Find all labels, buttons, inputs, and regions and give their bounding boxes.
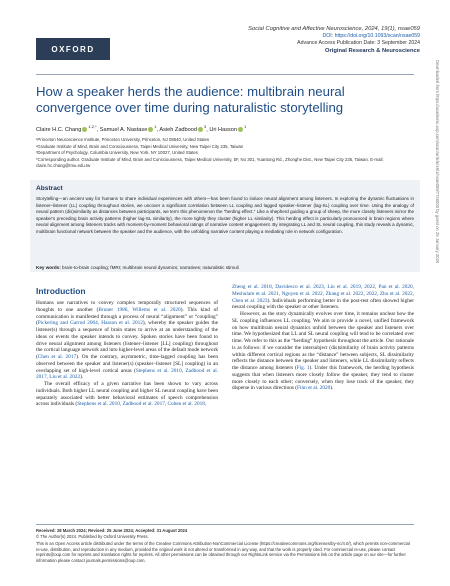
author-affiliation-mark: 3: [204, 124, 207, 129]
keywords: [36, 265, 414, 270]
body-paragraph: [36, 300, 218, 381]
keywords-label: Key words:: [36, 265, 61, 270]
body-text: ).: [330, 385, 334, 392]
body-text: ). On the contrary, asymmetric, time-lagged coupling has been observed between the speaker and listener(s) (speaker–listener [SL] coupling) in an overlapping set of high-level cortical areas (: [36, 354, 218, 374]
body-paragraph: [36, 381, 218, 408]
author-affiliation-mark: 1: [244, 124, 247, 129]
author-affiliation-mark: 1: [154, 124, 157, 129]
author-separator: ,: [96, 126, 100, 133]
body-text: ). Individuals performing better in the post-test often showed higher neural coupling with the speaker or other listeners.: [232, 297, 414, 311]
citation-link[interactable]: Bruner 1986, Willems et al. 2020: [98, 306, 181, 313]
body-text: ).: [80, 374, 84, 381]
body-text: ), whereby the speaker guides the listener(s) through a sequence of brain states to arrive at an understanding of the ideas or events the speaker intends to convey. Spoken stories have been found to drive neural alignment among listeners (listener–listener [LL] coupling) throughout the cortical language network and into higher-level areas of the default mode network (: [36, 320, 218, 360]
citation-link[interactable]: Finn et al. 2020: [297, 385, 331, 392]
article-footer: [36, 528, 414, 564]
author-separator: ,: [156, 126, 160, 133]
body-text: ). Under this framework, the herding hypothesis suggests that when listeners more closely follow the speaker, they tend to cluster more closely to each other; conversely, when they lose track of the speaker, they disperse in various directions (: [232, 365, 414, 392]
header-divider: [36, 74, 414, 75]
author-list: [36, 124, 416, 133]
body-text: ). This kind of communication is manifested through a process of neural “alignment” or “coupling” (: [36, 306, 219, 327]
author-affiliation-mark: 1,2,*: [88, 124, 97, 129]
affiliation-line: ²Graduate Institute of Mind, Brain and Consciousness, Taipei Medical University, New Taipei City 235, Taiwan: [36, 143, 244, 149]
author-name[interactable]: Samuel A. Nastase: [99, 126, 148, 133]
advance-access-date: Advance Access Publication Date: 3 September 2024: [297, 40, 420, 47]
author-name[interactable]: Claire H.C. Chang: [36, 126, 82, 133]
introduction-heading: Introduction: [36, 286, 86, 296]
journal-citation: Social Cognitive and Affective Neuroscience, 2024, 19(1), nsae059: [248, 26, 420, 32]
orcid-icon[interactable]: [148, 127, 153, 132]
article-section: Original Research & Neuroscience: [324, 47, 420, 54]
citation-link[interactable]: Pickering and Garrod 2004, Hasson et al. 2012: [37, 320, 143, 327]
body-text: The overall efficacy of a given narrative has been shown to vary across individuals. Both higher LL neural coupling and higher SL neural coupling have been separately associated with better behavioral estimates of speech comprehension across individuals (: [36, 381, 218, 408]
affiliation-line: *Corresponding author. Graduate Institute of Mind, Brain and Consciousness, Taipei Medical University, 5F, No 301, Yuantong Rd., Zhonghe Dist., New Taipei City 235, Taiwan. E-mail: claire.hc.chang@tmu.edu.tw: [36, 156, 384, 169]
footer-dates: Received: 28 March 2024; Revised: 25 June 2024; Accepted: 31 August 2024: [36, 528, 188, 533]
keywords-text: brain-to-brain coupling; fMRI; multibrain neural dynamics; narratives; naturalistic stimuli: [62, 265, 239, 270]
doi-link[interactable]: DOI: https://doi.org/10.1093/scan/nsae059: [322, 33, 420, 40]
affiliation-line: ³Department of Psychology, Columbia University, New York, NY 10027, United States: [36, 150, 198, 156]
orcid-icon[interactable]: [82, 127, 87, 132]
article-title: How a speaker herds the audience: multibrain neural convergence over time during naturalistic storytelling: [36, 84, 345, 115]
body-paragraph: [232, 311, 414, 392]
orcid-icon[interactable]: [238, 127, 243, 132]
author-separator: ,: [206, 126, 210, 133]
footer-license: This is an Open Access article distributed under the terms of the Creative Commons Attribution-NonCommercial License (https://creativecommons.org/licenses/by-nc/4.0/), which permits non-commercial re-use, distribution, and reproduction in any medium, provided the original work is not altered or transformed in any way, and that the work is properly cited. For commercial re-use, please contact reprints@oup.com for reprints and translation rights for reprints. All other permissions can be obtained through our RightsLink service via the Permissions link on the article page on our site—for further information please contact journals.permissions@oup.com.: [36, 541, 410, 563]
abstract-text: Storytelling—an ancient way for humans to share individual experiences with others—has been found to induce neural alignment among listeners. In exploring the dynamic fluctuations in listener–listener (LL) coupling throughout stories, we uncover a significant correlation between LL coupling and lagged speaker–listener (lag-SL) coupling over time. Using the analogy of neural pattern (dis)similarity as distances between participants, we term this phenomenon the “herding effect.” Like a shepherd guiding a group of sheep, the more closely listeners mirror the speaker's preceding brain activity patterns (higher lag-SL similarity), the more tightly they cluster (higher LL similarity). This herding effect is particularly pronounced in brain regions where neural alignment among listeners tracks with moment-by-moment behavioral ratings of narrative content engagement. By integrating LL and SL neural coupling, this study reveals a dynamic, multibrain functional network between the speaker and the audience, with the unfolding narrative content playing a mediating role in network configuration.: [36, 196, 414, 234]
author-name[interactable]: Asieh Zadbood: [159, 126, 197, 133]
footer-divider: [36, 524, 414, 525]
affiliation-line: ¹Princeton Neuroscience Institute, Princeton University, Princeton, NJ 08540, United States: [36, 137, 210, 142]
citation-link[interactable]: Stephens et al. 2010, Zadbood et al. 2017, Cohen et al. 2018,: [77, 401, 207, 408]
journal-header: [160, 26, 420, 55]
footer-copyright: © The Author(s) 2024. Published by Oxford University Press.: [36, 533, 149, 539]
author-name[interactable]: Uri Hasson: [209, 126, 238, 133]
citation-link[interactable]: Chen et al. 2017: [37, 354, 77, 360]
orcid-icon[interactable]: [198, 127, 203, 132]
download-watermark-text[interactable]: Downloaded from https://academic.oup.com/scan/article/19/1/nsae059/7746000 by guest on 25 January 2026: [435, 60, 440, 264]
download-watermark: [432, 60, 442, 530]
body-column-right: [232, 284, 414, 392]
body-text: However, as the story dynamically evolves over time, it remains unclear how the SL coupling influences LL coupling. We aim to provide a novel, unified framework on how multibrain neural dynamics unfold between the speaker and listeners over time. We hypothesized that LL and SL neural coupling will tend to be correlated over time. We refer to this as the “herding” hypothesis throughout the article. Our rationale is as follows: if we consider the intersubject (dis)similarity of brain activity patterns within different cortical regions as the “distance” between subjects, SL dissimilarity reflects the distance between the speaker and listeners, while LL dissimilarity reflects the distance among listeners (: [232, 311, 415, 371]
abstract-heading: Abstract: [36, 185, 63, 192]
publisher-logo[interactable]: [36, 38, 110, 60]
body-paragraph: [232, 284, 414, 311]
body-text: Humans use narratives to convey complex temporally structured sequences of thoughts to one another (: [36, 300, 218, 313]
publisher-logo-text: OXFORD: [51, 44, 95, 54]
affiliations: [36, 137, 414, 170]
citation-link[interactable]: Zheng et al. 2018, Davidesco et al. 2023, Liu et al. 2019, 2022, Pan et al. 2020, Meshulam et al. 2021, Nguyen et al. 2022, Zhang et al. 2022, 2022, Zhu et al. 2022, Chen et al. 2023: [232, 284, 414, 304]
body-column-left: [36, 300, 218, 408]
citation-link[interactable]: Fig. 1: [296, 365, 310, 371]
citation-link[interactable]: Stephens et al. 2010, Zadbood et al. 2017, Liu et al. 2022: [36, 367, 218, 381]
